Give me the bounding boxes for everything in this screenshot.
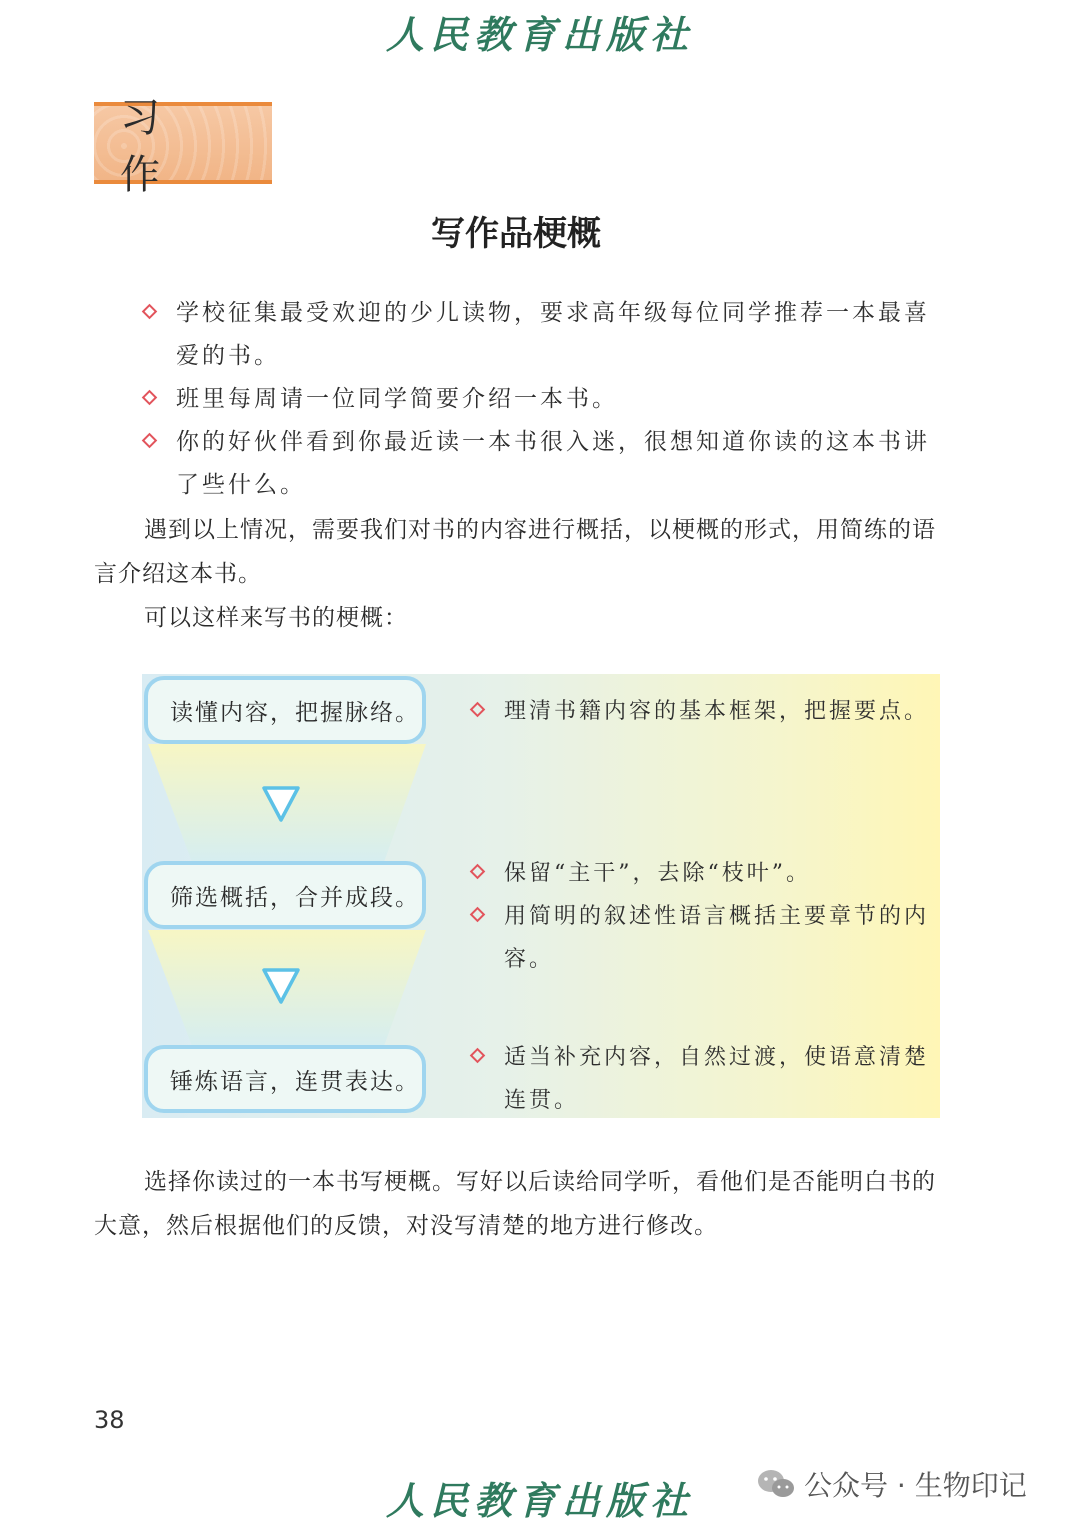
step-box-summarize: 筛选概括，合并成段。 [144, 861, 426, 929]
diamond-bullet-icon [470, 702, 486, 718]
diamond-bullet-icon [470, 864, 486, 880]
list-item: 学校征集最受欢迎的少儿读物，要求高年级每位同学推荐一本最喜爱的书。 [142, 292, 942, 378]
scenario-list [142, 292, 942, 507]
watermark-text: 公众号 · 生物印记 [804, 1469, 1027, 1502]
section-tag-label: 习 作 [120, 95, 186, 198]
publisher-logo-bottom: 人民教育出版社 [385, 1478, 694, 1523]
step-details-read [470, 690, 930, 733]
step-details-refine [470, 1036, 930, 1122]
step-box-refine: 锤炼语言，连贯表达。 [144, 1045, 426, 1113]
section-tag [94, 95, 272, 198]
intro-paragraph: 遇到以上情况，需要我们对书的内容进行概括，以梗概的形式，用简练的语言介绍这本书。 [94, 517, 936, 587]
list-item: 你的好伙伴看到你最近读一本书很入迷，很想知道你读的这本书讲了些什么。 [142, 421, 942, 507]
publisher-logo-top: 人民教育出版社 [385, 12, 694, 57]
watermark [756, 1464, 1027, 1504]
diamond-bullet-icon [470, 1048, 486, 1064]
list-item: 用简明的叙述性语言概括主要章节的内容。 [470, 895, 930, 981]
list-item: 保留“主干”，去除“枝叶”。 [470, 852, 930, 895]
list-item: 适当补充内容，自然过渡，使语意清楚连贯。 [470, 1036, 930, 1122]
page-number: 38 [94, 1406, 125, 1434]
step-details-summarize [470, 852, 930, 981]
list-item: 班里每周请一位同学简要介绍一本书。 [142, 378, 942, 421]
list-item: 理清书籍内容的基本框架，把握要点。 [470, 690, 930, 733]
down-arrow-icon [261, 966, 301, 1006]
page-title: 写作品梗概 [431, 214, 601, 254]
diamond-bullet-icon [142, 390, 158, 406]
diamond-bullet-icon [142, 304, 158, 320]
lead-in-paragraph: 可以这样来写书的梗概： [144, 605, 408, 631]
wechat-icon [756, 1468, 796, 1500]
assignment-paragraph: 选择你读过的一本书写梗概。写好以后读给同学听，看他们是否能明白书的大意，然后根据他们的反馈，对没写清楚的地方进行修改。 [94, 1169, 936, 1239]
down-arrow-icon [261, 784, 301, 824]
diamond-bullet-icon [142, 433, 158, 449]
step-box-read: 读懂内容，把握脉络。 [144, 676, 426, 744]
diamond-bullet-icon [470, 907, 486, 923]
